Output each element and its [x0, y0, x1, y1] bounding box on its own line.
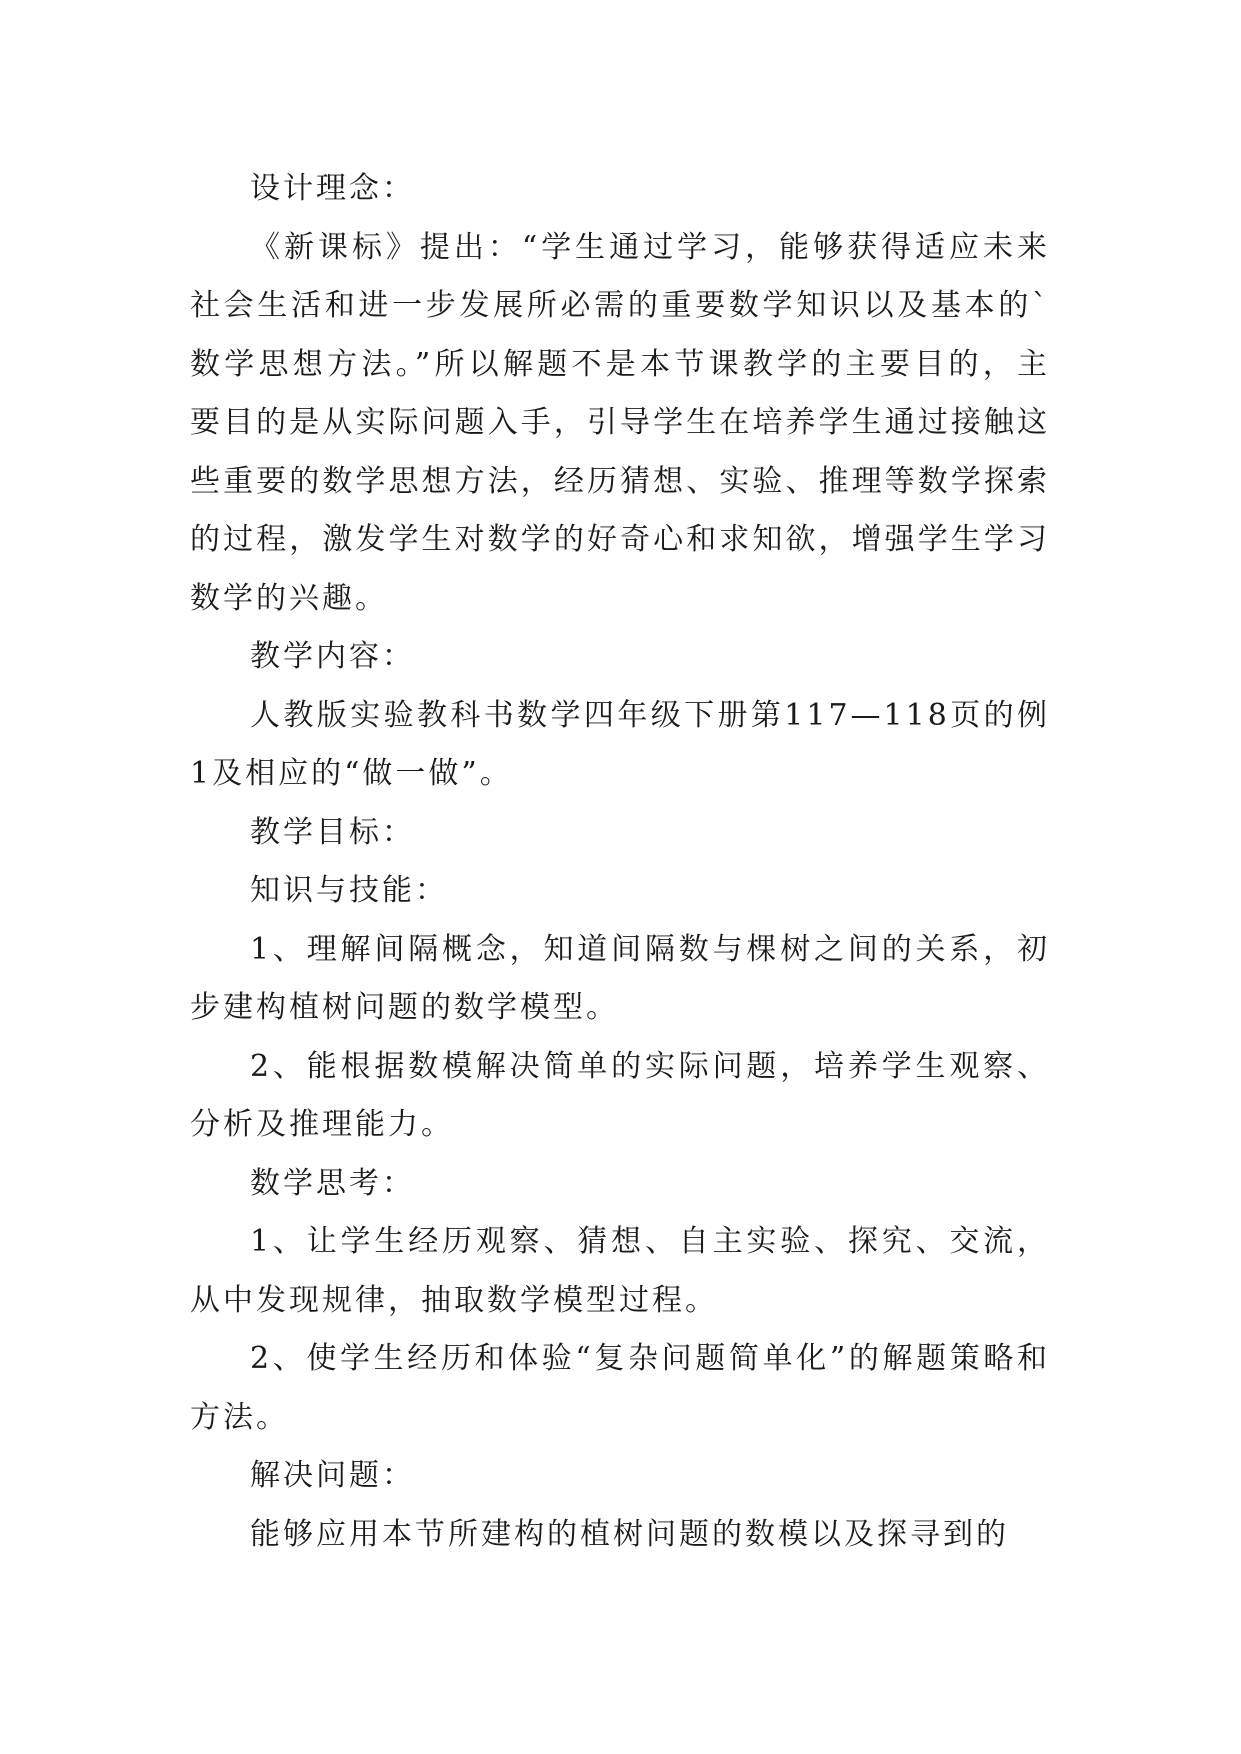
subheading-problem-solving: 解决问题：	[250, 1458, 415, 1493]
paragraph-new-curriculum: 《新课标》提出：“学生通过学习，能够获得适应未来社会生活和进一步发展所必需的重要数学知识以及基本的`数学思想方法。”所以解题不是本节课教学的主要目的，主要目的是从实际问题入手，引导学生在培养学生通过接触这些重要的数学思想方法，经历猜想、实验、推理等数学探索的过程，激发学生对数学的好奇心和求知欲，增强学生学习数学的兴趣。	[190, 229, 1050, 616]
paragraph-textbook-reference: 人教版实验教科书数学四年级下册第117—118页的例1及相应的“做一做”。	[190, 697, 1050, 791]
heading-teaching-goals: 教学目标：	[250, 814, 415, 850]
list-item-knowledge-2: 2、能根据数模解决简单的实际问题，培养学生观察、分析及推理能力。	[190, 1048, 1050, 1142]
document-body	[190, 160, 1050, 1564]
heading-teaching-content: 教学内容：	[250, 639, 415, 674]
subheading-math-thinking: 数学思考：	[250, 1165, 415, 1201]
heading-design-concept: 设计理念：	[250, 171, 415, 206]
paragraph-problem-solving: 能够应用本节所建构的植树问题的数模以及探寻到的	[250, 1516, 1009, 1552]
list-item-thinking-1: 1、让学生经历观察、猜想、自主实验、探究、交流，从中发现规律，抽取数学模型过程。	[190, 1224, 1050, 1318]
subheading-knowledge-skills: 知识与技能：	[250, 873, 448, 908]
list-item-thinking-2: 2、使学生经历和体验“复杂问题简单化”的解题策略和方法。	[190, 1341, 1050, 1435]
list-item-knowledge-1: 1、理解间隔概念，知道间隔数与棵树之间的关系，初步建构植树问题的数学模型。	[190, 931, 1050, 1025]
